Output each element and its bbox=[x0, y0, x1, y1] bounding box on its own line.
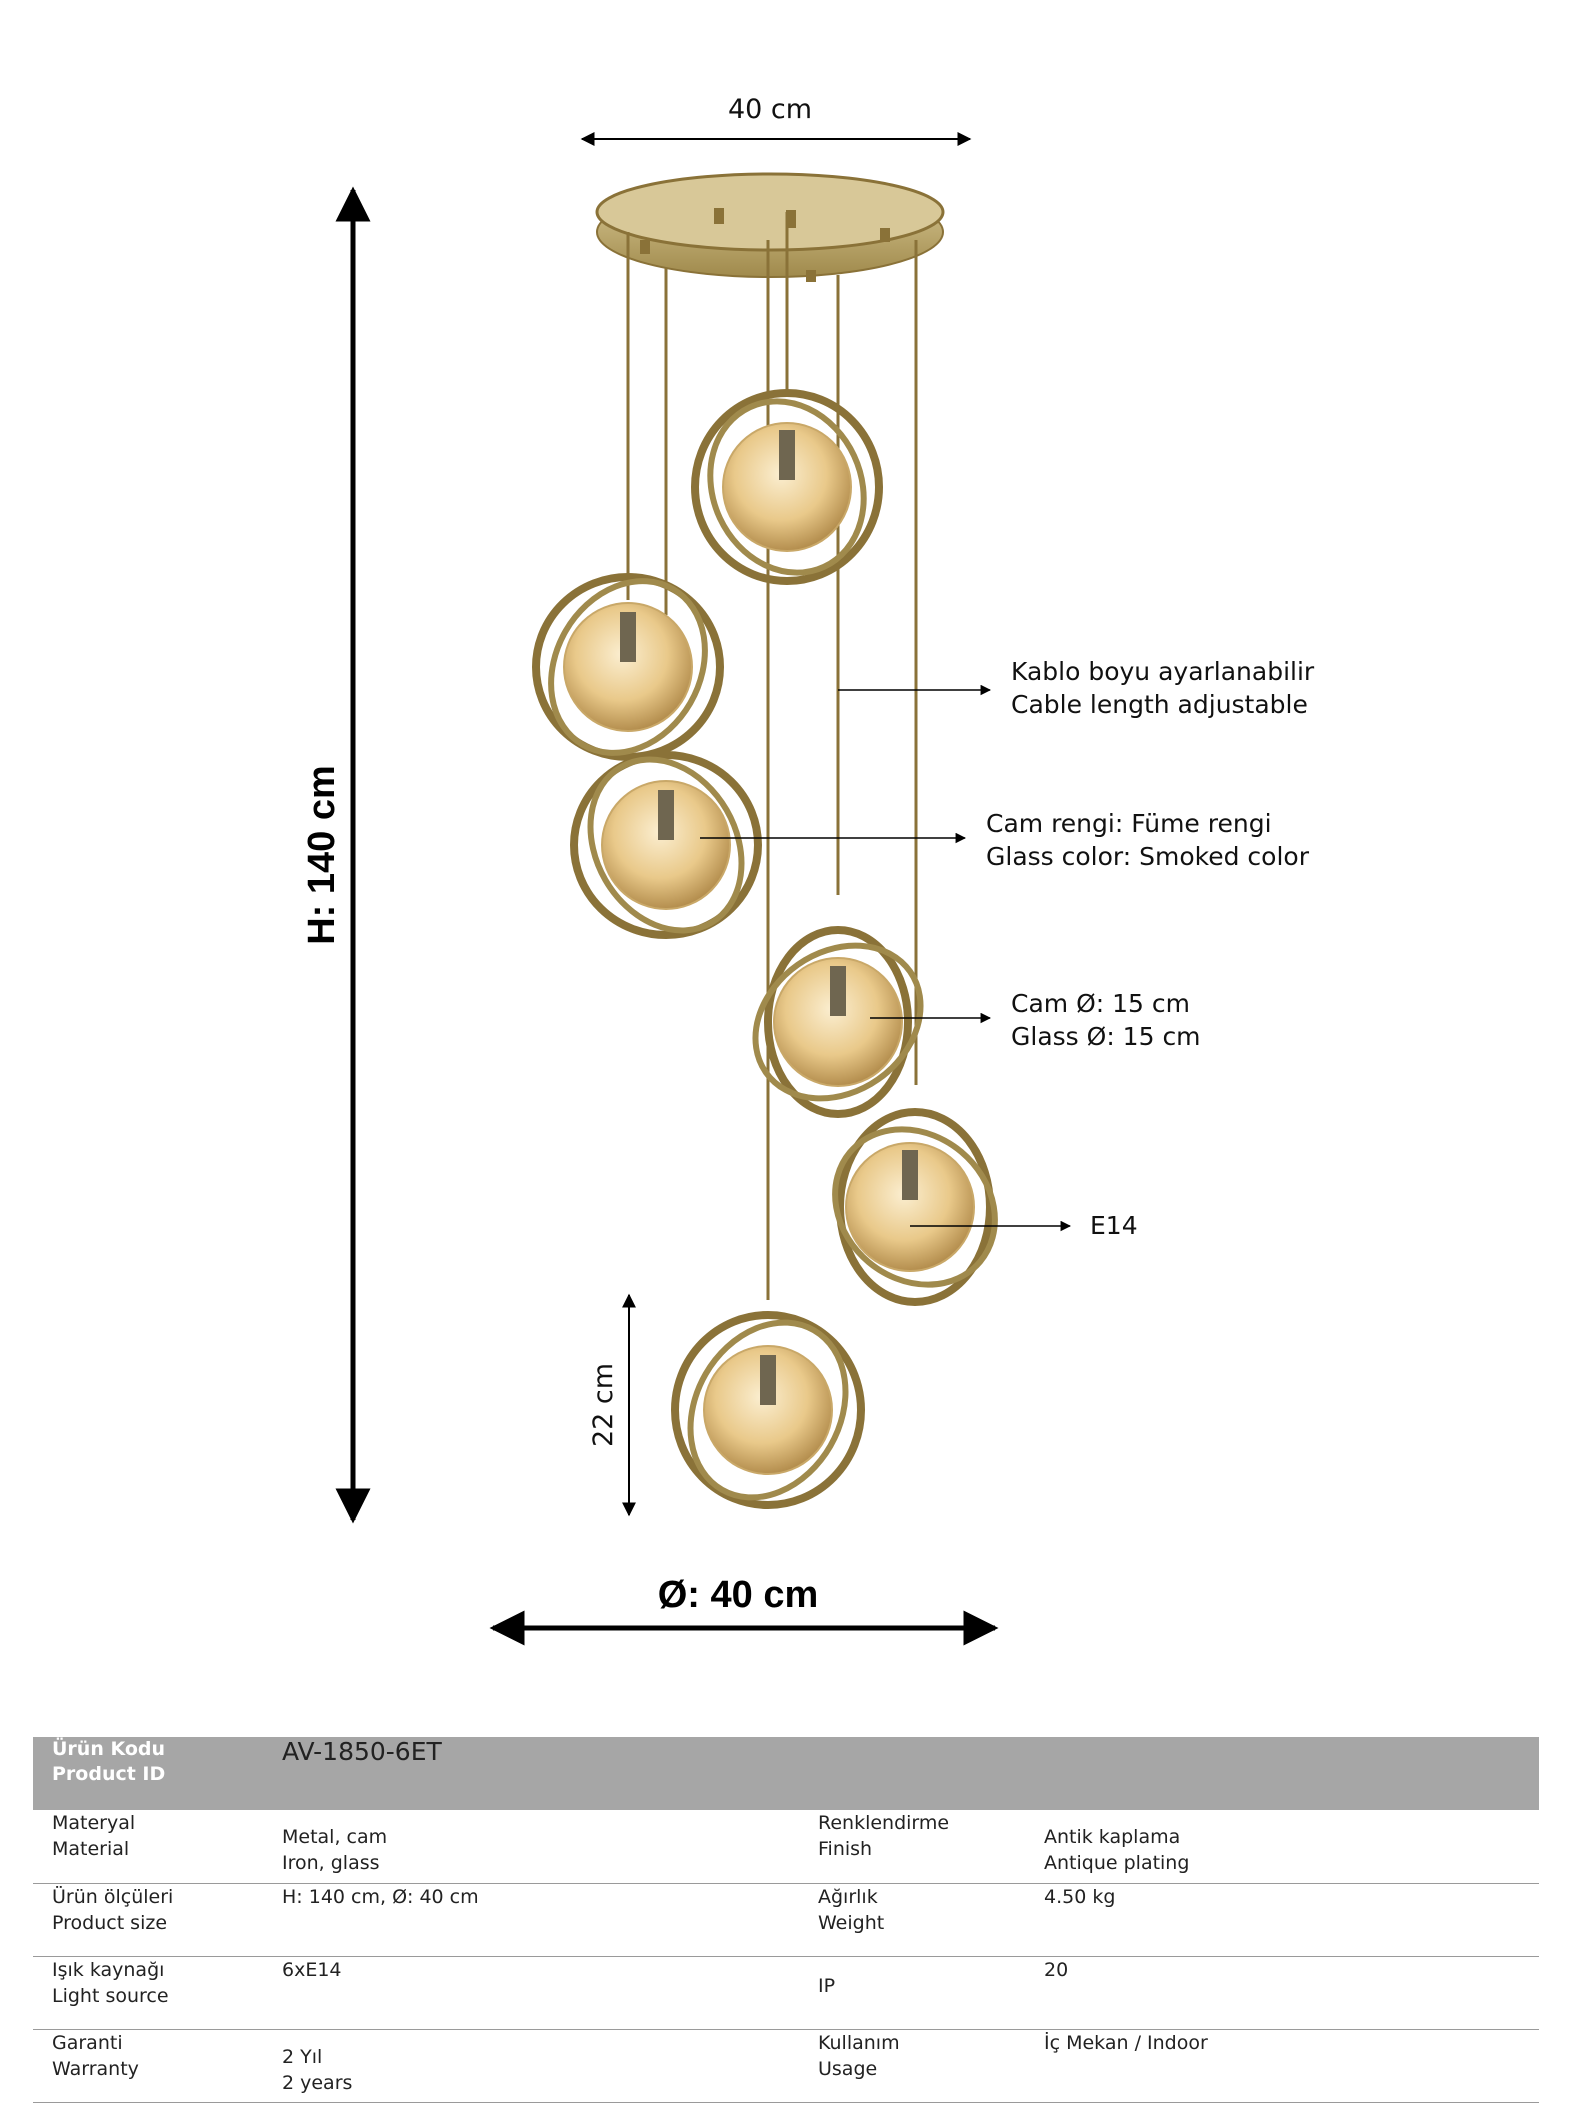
socket-label: E14 bbox=[1090, 1211, 1138, 1240]
warranty-value-tr: 2 Yıl bbox=[282, 2045, 323, 2068]
globe-5 bbox=[804, 1097, 1027, 1317]
glass-diameter-line2: Glass Ø: 15 cm bbox=[1011, 1022, 1201, 1051]
material-label-tr: Materyal bbox=[52, 1812, 136, 1834]
glass-color-line2: Glass color: Smoked color bbox=[986, 842, 1309, 871]
height-label: H: 140 cm bbox=[301, 765, 343, 945]
usage-label-en: Usage bbox=[818, 2057, 878, 2080]
globe-1 bbox=[683, 376, 892, 598]
material-value-en: Iron, glass bbox=[282, 1852, 380, 1874]
finish-value-tr: Antik kaplama bbox=[1044, 1826, 1181, 1848]
cable-length-note bbox=[838, 657, 1315, 719]
weight-label-en: Weight bbox=[818, 1911, 885, 1934]
globe-3 bbox=[560, 732, 771, 958]
top-width-dimension bbox=[582, 94, 970, 139]
cable-note-line2: Cable length adjustable bbox=[1011, 690, 1308, 719]
diameter-label: Ø: 40 cm bbox=[657, 1574, 819, 1616]
finish-label-tr: Renklendirme bbox=[818, 1812, 950, 1834]
warranty-value-en: 2 years bbox=[282, 2071, 353, 2094]
globe-height-label: 22 cm bbox=[588, 1362, 619, 1448]
material-label-en: Material bbox=[52, 1838, 130, 1860]
light-source-value: 6xE14 bbox=[282, 1958, 342, 1981]
spec-row-size bbox=[33, 1883, 1539, 1956]
warranty-label-en: Warranty bbox=[52, 2057, 139, 2080]
ip-label: IP bbox=[818, 1974, 836, 1997]
glass-color-line1: Cam rengi: Füme rengi bbox=[986, 809, 1272, 838]
light-source-label-en: Light source bbox=[52, 1984, 169, 2007]
diameter-dimension bbox=[493, 1574, 995, 1628]
spec-row-light-source bbox=[33, 1956, 1539, 2029]
glass-color-note bbox=[700, 809, 1310, 871]
spec-row-material bbox=[33, 1810, 1539, 1883]
product-id-label bbox=[33, 1737, 282, 1810]
size-value: H: 140 cm, Ø: 40 cm bbox=[282, 1885, 479, 1908]
spec-table bbox=[33, 1737, 1539, 2103]
ceiling-canopy bbox=[597, 174, 943, 282]
size-label-tr: Ürün ölçüleri bbox=[52, 1885, 174, 1908]
weight-label-tr: Ağırlık bbox=[818, 1885, 878, 1908]
material-value-tr: Metal, cam bbox=[282, 1826, 388, 1848]
product-id-label-en: Product ID bbox=[52, 1763, 166, 1785]
weight-value: 4.50 kg bbox=[1044, 1885, 1116, 1908]
finish-label-en: Finish bbox=[818, 1838, 873, 1860]
finish-value-en: Antique plating bbox=[1044, 1852, 1190, 1874]
globe-6 bbox=[660, 1294, 877, 1525]
warranty-label-tr: Garanti bbox=[52, 2031, 123, 2054]
spec-header-row bbox=[33, 1737, 1539, 1810]
height-dimension bbox=[301, 190, 353, 1520]
product-id-value: AV-1850-6ET bbox=[282, 1737, 442, 1766]
product-id-label-tr: Ürün Kodu bbox=[52, 1738, 166, 1760]
ip-value: 20 bbox=[1044, 1958, 1069, 1981]
globe-height-dimension bbox=[588, 1295, 629, 1515]
size-label-en: Product size bbox=[52, 1911, 168, 1934]
spec-row-warranty bbox=[33, 2029, 1539, 2102]
top-width-label: 40 cm bbox=[727, 94, 813, 125]
glass-diameter-line1: Cam Ø: 15 cm bbox=[1011, 989, 1190, 1018]
usage-value: İç Mekan / Indoor bbox=[1044, 2031, 1208, 2054]
cable-note-line1: Kablo boyu ayarlanabilir bbox=[1011, 657, 1315, 686]
usage-label-tr: Kullanım bbox=[818, 2031, 900, 2054]
light-source-label-tr: Işık kaynağı bbox=[52, 1958, 165, 1981]
